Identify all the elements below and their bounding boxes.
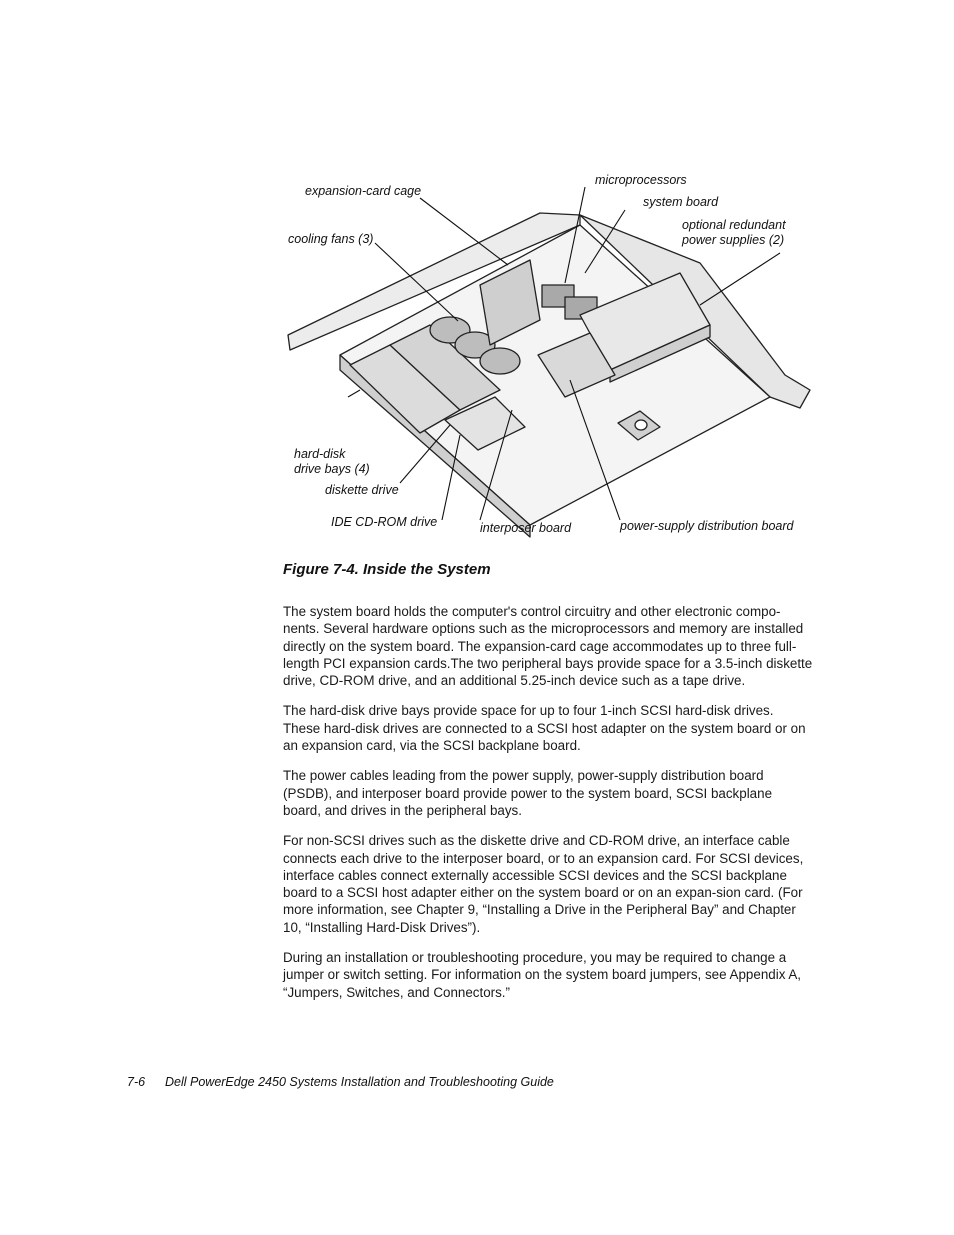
paragraph: The system board holds the computer's control circuitry and other electronic compo-nents. Several hardware options such as the microprocessors and memory are installed directly on the system board. The expansion-card cage accommodates up to three full-length PCI expansion cards.The two peripheral bays provide space for a 3.5-inch diskette drive, CD-ROM drive, and an additional 5.25-inch device such as a tape drive. xyxy=(283,604,813,689)
label-optional-redundant-line1: optional redundant xyxy=(682,218,786,232)
label-ide-cdrom-drive: IDE CD-ROM drive xyxy=(331,515,438,529)
body-text xyxy=(283,603,813,1014)
page-number: 7-6 xyxy=(127,1075,146,1089)
paragraph: The hard-disk drive bays provide space for up to four 1-inch SCSI hard-disk drives. These hard-disk drives are connected to a SCSI host adapter on the system board or on an expansion card, via the SCSI backplane board. xyxy=(283,703,806,754)
page-footer xyxy=(127,1075,554,1089)
label-expansion-card-cage: expansion-card cage xyxy=(305,184,422,198)
label-interposer-board: interposer board xyxy=(480,521,572,535)
figure-caption: Figure 7-4. Inside the System xyxy=(283,561,491,578)
paragraph: For non-SCSI drives such as the diskette drive and CD-ROM drive, an interface cable connects each drive to the interposer board, or to an expansion card. For SCSI devices, interface cables connect externally accessible SCSI devices and the SCSI backplane board to a SCSI host adapter either on the system board or on an expan-sion card. (For more information, see Chapter 9, “Installing a Drive in the Peripheral Bay” and Chapter 10, “Installing Hard-Disk Drives”). xyxy=(283,833,804,935)
label-system-board: system board xyxy=(643,195,719,209)
label-power-supply-distribution-board: power-supply distribution board xyxy=(620,519,794,533)
label-hard-disk-line1: hard-disk xyxy=(294,447,346,461)
label-optional-redundant-power-supplies xyxy=(682,218,786,248)
paragraph: The power cables leading from the power supply, power-supply distribution board (PSDB), and interposer board provide power to the system board, SCSI backplane board, and drives in the peripheral bays. xyxy=(283,768,773,818)
footer-title: Dell PowerEdge 2450 Systems Installation and Troubleshooting Guide xyxy=(165,1075,554,1089)
paragraph: During an installation or troubleshooting procedure, you may be required to change a jumper or switch setting. For information on the system board jumpers, see Appendix A, “Jumpers, Switches, and Connectors.” xyxy=(283,950,802,1000)
system-interior-figure xyxy=(280,165,820,545)
label-microprocessors: microprocessors xyxy=(595,173,687,187)
label-cooling-fans: cooling fans (3) xyxy=(288,232,374,246)
label-optional-redundant-line2: power supplies (2) xyxy=(682,233,785,247)
label-diskette-drive: diskette drive xyxy=(325,483,399,497)
label-hard-disk-drive-bays xyxy=(294,447,370,477)
label-hard-disk-line2: drive bays (4) xyxy=(294,462,370,476)
